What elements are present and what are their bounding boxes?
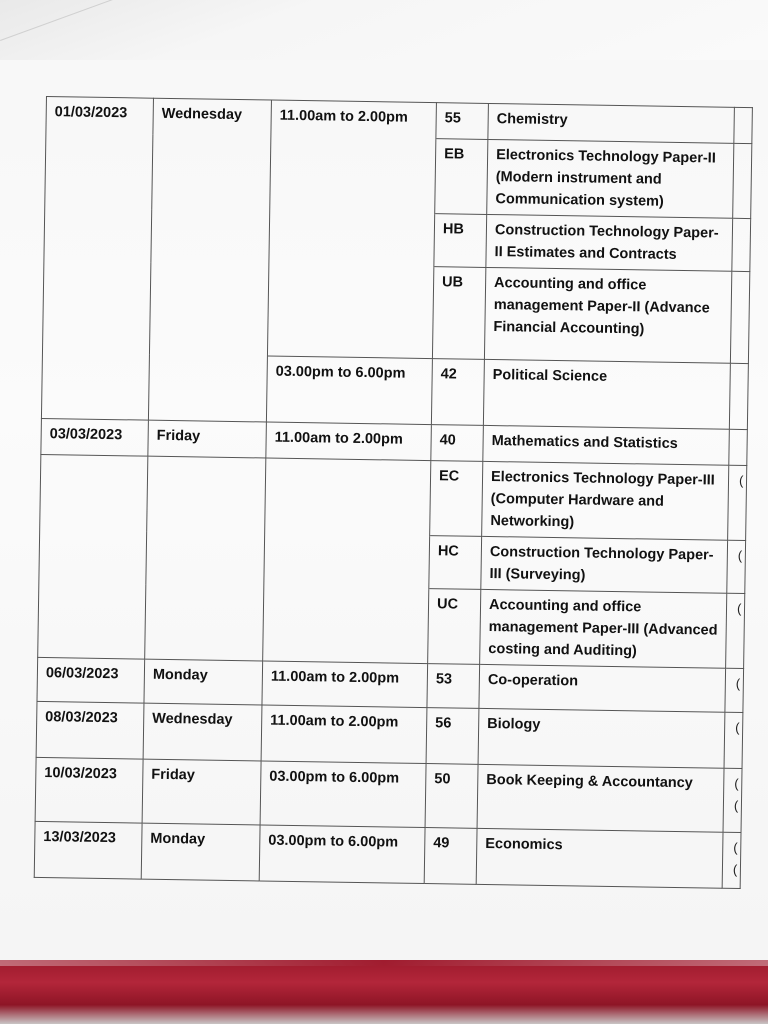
day-cell: Friday bbox=[148, 420, 267, 458]
date-cell: 01/03/2023 bbox=[46, 97, 154, 135]
subject-cell: Chemistry bbox=[488, 103, 735, 143]
time-cell bbox=[269, 211, 435, 267]
time-cell: 11.00am to 2.00pm bbox=[262, 661, 428, 708]
edge-cell bbox=[725, 668, 744, 712]
code-cell: 40 bbox=[431, 425, 484, 462]
subject-cell: Book Keeping & Accountancy bbox=[477, 764, 724, 832]
code-cell: 50 bbox=[425, 764, 478, 829]
edge-cell bbox=[723, 768, 742, 832]
table-row bbox=[35, 757, 742, 832]
red-desk-edge bbox=[0, 960, 768, 1024]
table-row bbox=[34, 821, 741, 888]
code-cell: 42 bbox=[431, 359, 484, 426]
edge-cell bbox=[734, 107, 753, 143]
edge-cell bbox=[727, 540, 746, 593]
subject-cell: Electronics Technology Paper-II (Modern instrument and Communication system) bbox=[487, 139, 734, 218]
day-cell: Monday bbox=[144, 659, 263, 705]
edge-cell bbox=[728, 465, 747, 540]
code-cell: HC bbox=[429, 536, 482, 590]
time-cell bbox=[264, 533, 430, 589]
table-row bbox=[42, 260, 749, 363]
day-cell bbox=[147, 456, 266, 533]
edge-cell bbox=[729, 363, 748, 429]
subject-cell: Electronics Technology Paper-III (Computer Hardware and Networking) bbox=[482, 461, 729, 540]
day-cell: Monday bbox=[141, 823, 260, 881]
code-cell: EB bbox=[435, 139, 488, 215]
time-cell bbox=[263, 586, 429, 664]
code-cell: UC bbox=[428, 589, 481, 665]
subject-cell: Biology bbox=[478, 708, 725, 768]
edge-cell bbox=[732, 218, 751, 271]
edge-cell bbox=[722, 832, 741, 888]
exam-timetable bbox=[34, 96, 753, 889]
subject-cell: Accounting and office management Paper-III (Advanced costing and Auditing) bbox=[480, 589, 727, 668]
subject-cell: Economics bbox=[476, 828, 723, 888]
edge-cell bbox=[730, 271, 749, 363]
code-cell: HB bbox=[434, 214, 487, 268]
time-cell bbox=[267, 264, 433, 359]
time-cell: 11.00am to 2.00pm bbox=[261, 705, 427, 764]
day-cell bbox=[146, 531, 265, 586]
edge-cell bbox=[724, 712, 743, 768]
date-cell bbox=[42, 260, 150, 354]
date-cell: 03/03/2023 bbox=[41, 418, 149, 456]
day-cell: Wednesday bbox=[143, 703, 262, 761]
edge-mark: ( bbox=[732, 861, 738, 877]
edge-mark: ( bbox=[738, 472, 744, 489]
time-cell: 03.00pm to 6.00pm bbox=[266, 356, 432, 425]
time-cell: 11.00am to 2.00pm bbox=[266, 422, 432, 461]
date-cell: 10/03/2023 bbox=[35, 757, 143, 823]
edge-mark: ( bbox=[735, 719, 740, 735]
subject-cell: Construction Technology Paper-III (Surveying) bbox=[481, 536, 728, 593]
code-cell: 55 bbox=[436, 103, 489, 140]
time-cell: 03.00pm to 6.00pm bbox=[259, 825, 425, 884]
day-cell: Friday bbox=[142, 759, 261, 825]
code-cell: 56 bbox=[426, 708, 479, 765]
date-cell bbox=[38, 582, 146, 659]
table-row bbox=[38, 582, 745, 668]
edge-cell bbox=[733, 143, 752, 218]
table-row bbox=[45, 133, 752, 219]
subject-cell: Co-operation bbox=[479, 664, 726, 712]
date-cell bbox=[41, 352, 149, 420]
paper-top-shadow bbox=[0, 0, 768, 60]
day-cell bbox=[152, 134, 271, 211]
time-cell bbox=[270, 136, 436, 214]
table-row bbox=[40, 454, 747, 540]
date-cell bbox=[44, 207, 152, 262]
edge-mark: ( bbox=[737, 547, 743, 563]
code-cell: 49 bbox=[424, 828, 477, 885]
time-cell bbox=[265, 458, 431, 536]
edge-cell bbox=[729, 429, 748, 465]
edge-mark: ( bbox=[733, 839, 738, 855]
date-cell: 13/03/2023 bbox=[34, 821, 142, 879]
subject-cell: Accounting and office management Paper-II (Advance Financial Accounting) bbox=[484, 267, 731, 363]
day-cell bbox=[148, 354, 267, 422]
time-cell: 03.00pm to 6.00pm bbox=[260, 761, 426, 828]
subject-cell: Political Science bbox=[483, 359, 730, 429]
edge-mark: ( bbox=[733, 797, 739, 813]
edge-mark: ( bbox=[736, 600, 742, 616]
date-cell: 06/03/2023 bbox=[37, 657, 145, 703]
subject-cell: Mathematics and Statistics bbox=[483, 425, 730, 465]
code-cell: 53 bbox=[427, 664, 480, 709]
time-cell: 11.00am to 2.00pm bbox=[271, 100, 437, 139]
timetable-wrapper bbox=[34, 96, 753, 889]
code-cell: EC bbox=[430, 461, 483, 537]
edge-mark: ( bbox=[734, 775, 739, 791]
day-cell: Wednesday bbox=[153, 98, 272, 136]
day-cell bbox=[145, 584, 264, 661]
edge-mark: ( bbox=[735, 675, 741, 691]
date-cell bbox=[40, 454, 148, 531]
code-cell: UB bbox=[432, 267, 485, 360]
table-row bbox=[41, 352, 748, 429]
subject-cell: Construction Technology Paper-II Estimates and Contracts bbox=[486, 214, 733, 271]
date-cell bbox=[45, 133, 153, 210]
date-cell bbox=[39, 529, 147, 584]
day-cell bbox=[149, 262, 268, 356]
date-cell: 08/03/2023 bbox=[36, 701, 144, 759]
edge-cell bbox=[726, 593, 745, 668]
day-cell bbox=[151, 209, 270, 264]
